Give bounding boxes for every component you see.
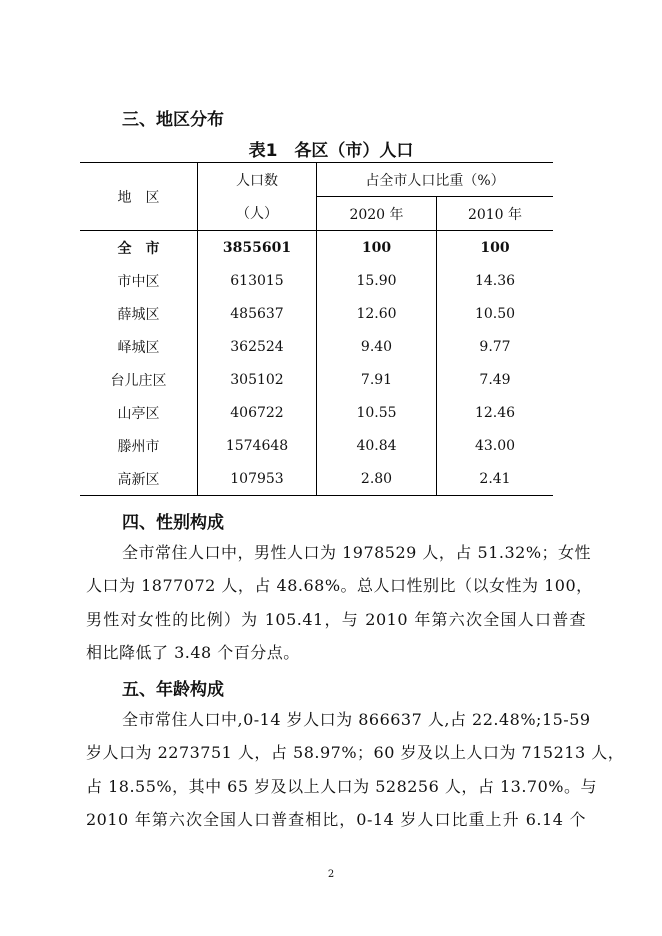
cell-region: 台儿庄区 <box>110 372 167 389</box>
cell-region: 滕州市 <box>117 438 160 455</box>
cell-y2020: 10.55 <box>317 396 437 429</box>
paragraph-line: 男性对女性的比例）为 105.41，与 2010 年第六次全国人口普查 <box>86 610 586 629</box>
table-row <box>80 462 553 496</box>
section-heading-gender: 四、性别构成 <box>122 513 224 533</box>
cell-region: 市中区 <box>117 273 160 290</box>
table-row <box>80 363 553 396</box>
section-heading-region: 三、地区分布 <box>122 110 224 130</box>
cell-region: 山亭区 <box>117 405 160 422</box>
cell-y2010: 100 <box>437 231 554 265</box>
cell-region: 峄城区 <box>117 339 160 356</box>
header-2020: 2020 年 <box>317 197 437 231</box>
table-row <box>80 264 553 297</box>
cell-population: 107953 <box>198 462 317 496</box>
cell-population: 613015 <box>198 264 317 297</box>
cell-y2020: 12.60 <box>317 297 437 330</box>
cell-y2010: 43.00 <box>437 429 554 462</box>
page-number: 2 <box>327 869 335 880</box>
cell-y2020: 9.40 <box>317 330 437 363</box>
header-population-unit: （人） <box>198 197 317 231</box>
cell-population: 3855601 <box>198 231 317 265</box>
cell-population: 362524 <box>198 330 317 363</box>
cell-population: 485637 <box>198 297 317 330</box>
cell-region: 全 市 <box>117 240 160 257</box>
table-row <box>80 429 553 462</box>
table-caption: 表1 各区（市）人口 <box>248 141 414 161</box>
cell-y2020: 100 <box>317 231 437 265</box>
table-row <box>80 231 553 265</box>
header-population: 人口数 <box>198 163 317 197</box>
cell-y2010: 14.36 <box>437 264 554 297</box>
paragraph-line: 全市常住人口中,0-14 岁人口为 866637 人,占 22.48%;15-59 <box>122 710 591 729</box>
table-row <box>80 330 553 363</box>
population-table <box>80 162 553 496</box>
header-region: 地 区 <box>80 163 198 231</box>
cell-y2010: 12.46 <box>437 396 554 429</box>
cell-y2010: 10.50 <box>437 297 554 330</box>
paragraph-line: 2010 年第六次全国人口普查相比，0-14 岁人口比重上升 6.14 个 <box>86 810 586 829</box>
cell-y2020: 15.90 <box>317 264 437 297</box>
cell-y2010: 7.49 <box>437 363 554 396</box>
cell-region: 高新区 <box>80 462 198 496</box>
cell-y2010: 2.41 <box>437 462 554 496</box>
paragraph-line: 人口为 1877072 人，占 48.68%。总人口性别比（以女性为 100， <box>86 576 593 595</box>
cell-population: 305102 <box>198 363 317 396</box>
cell-region: 薛城区 <box>117 306 160 323</box>
section-heading-age: 五、年龄构成 <box>122 680 224 700</box>
cell-y2020: 7.91 <box>317 363 437 396</box>
paragraph-line: 相比降低了 3.48 个百分点。 <box>86 643 300 662</box>
paragraph-line: 全市常住人口中，男性人口为 1978529 人，占 51.32%；女性 <box>122 543 592 562</box>
header-2010: 2010 年 <box>437 197 554 231</box>
paragraph-line: 岁人口为 2273751 人，占 58.97%；60 岁及以上人口为 715213 人， <box>86 743 625 762</box>
cell-population: 406722 <box>198 396 317 429</box>
table-row <box>80 297 553 330</box>
cell-population: 1574648 <box>198 429 317 462</box>
cell-y2020: 40.84 <box>317 429 437 462</box>
cell-y2010: 9.77 <box>437 330 554 363</box>
paragraph-line: 占 18.55%，其中 65 岁及以上人口为 528256 人，占 13.70%。与 <box>86 777 597 796</box>
table-row <box>80 396 553 429</box>
header-share: 占全市人口比重（%） <box>317 163 554 197</box>
cell-y2020: 2.80 <box>317 462 437 496</box>
